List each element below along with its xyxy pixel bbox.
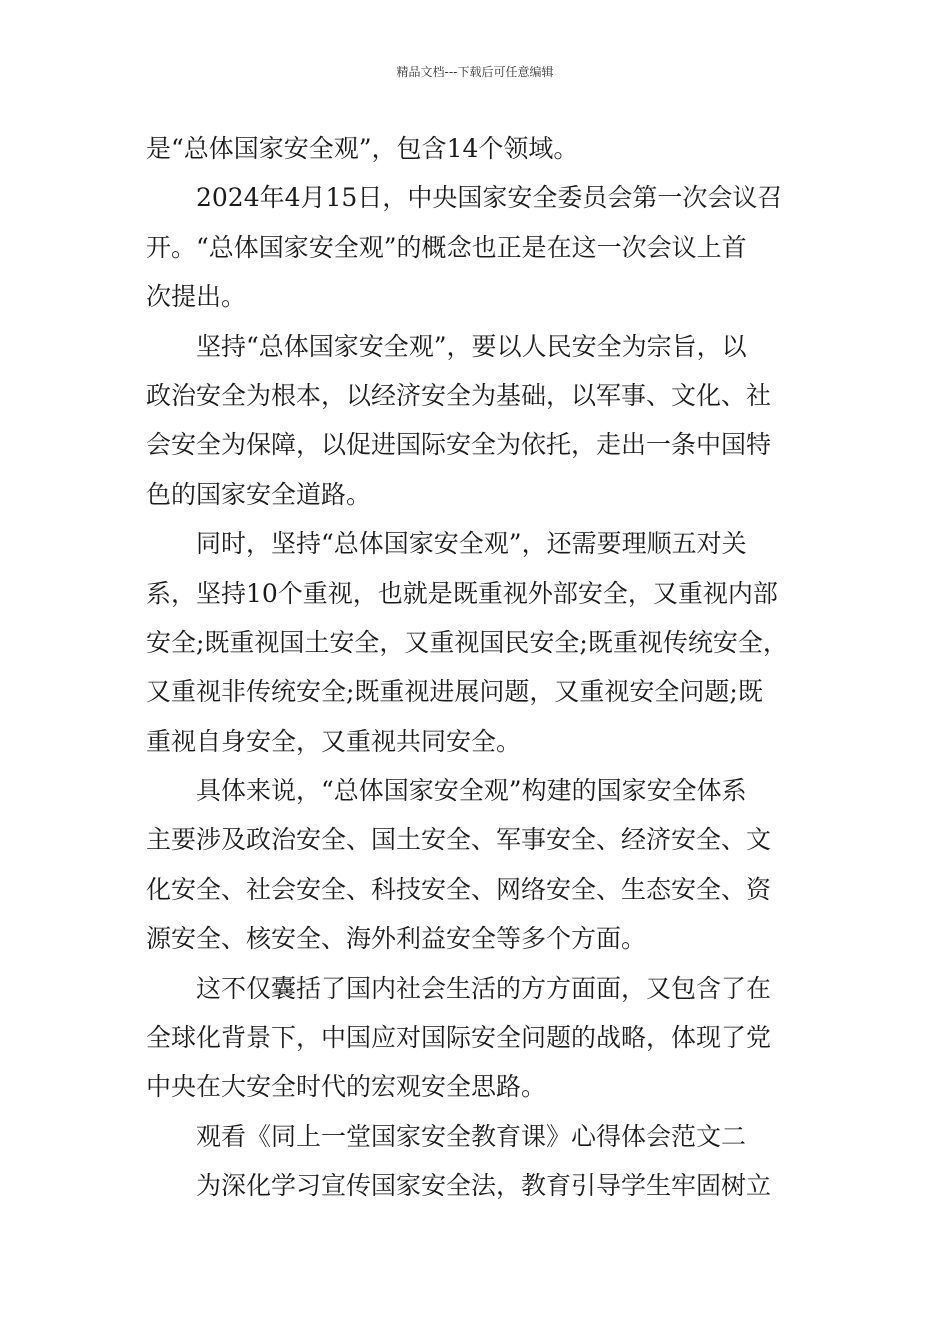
paragraph-first-line: 2024年4月15日，中央国家安全委员会第一次会议召 [196,183,783,213]
paragraph-first-line: 具体来说，“总体国家安全观”构建的国家安全体系 [196,776,747,806]
text-line: 是“总体国家安全观”，包含14个领域。 [146,134,579,163]
text-line: 开。“总体国家安全观”的概念也正是在这一次会议上首 [146,232,747,262]
text-line: 又重视非传统安全;既重视进展问题，又重视安全问题;既 [146,677,763,707]
text-line: 主要涉及政治安全、国土安全、军事安全、经济安全、文 [146,825,772,855]
text-line: 会安全为保障，以促进国际安全为依托，走出一条中国特 [146,430,772,460]
text-line: 全球化背景下，中国应对国际安全问题的战略，体现了党 [146,1023,772,1053]
text-line: 系，坚持10个重视，也就是既重视外部安全，又重视内部 [146,578,778,608]
paragraph-first-line: 坚持“总体国家安全观”，要以人民安全为宗旨，以 [196,331,747,361]
text-line: 重视自身安全，又重视共同安全。 [146,726,522,756]
text-line: 色的国家安全道路。 [146,479,372,509]
text-line: 化安全、社会安全、科技安全、网络安全、生态安全、资 [146,874,772,904]
text-line: 安全;既重视国土安全，又重视国民安全;既重视传统安全， [146,627,788,657]
text-line: 政治安全为根本，以经济安全为基础，以军事、文化、社 [146,380,772,410]
text-line: 中央在大安全时代的宏观安全思路。 [146,1072,547,1102]
document-body [146,124,810,1211]
page-header: 精品文档---下载后可任意编辑 [396,65,554,79]
paragraph-first-line: 这不仅囊括了国内社会生活的方方面面，又包含了在 [196,973,772,1003]
text-line: 源安全、核安全、海外利益安全等多个方面。 [146,924,647,954]
paragraph-first-line: 为深化学习宣传国家安全法，教育引导学生牢固树立 [196,1171,772,1201]
paragraph-first-line: 同时，坚持“总体国家安全观”，还需要理顺五对关 [196,529,747,559]
section-title: 观看《同上一堂国家安全教育课》心得体会范文二 [196,1121,747,1151]
text-line: 次提出。 [146,282,247,312]
